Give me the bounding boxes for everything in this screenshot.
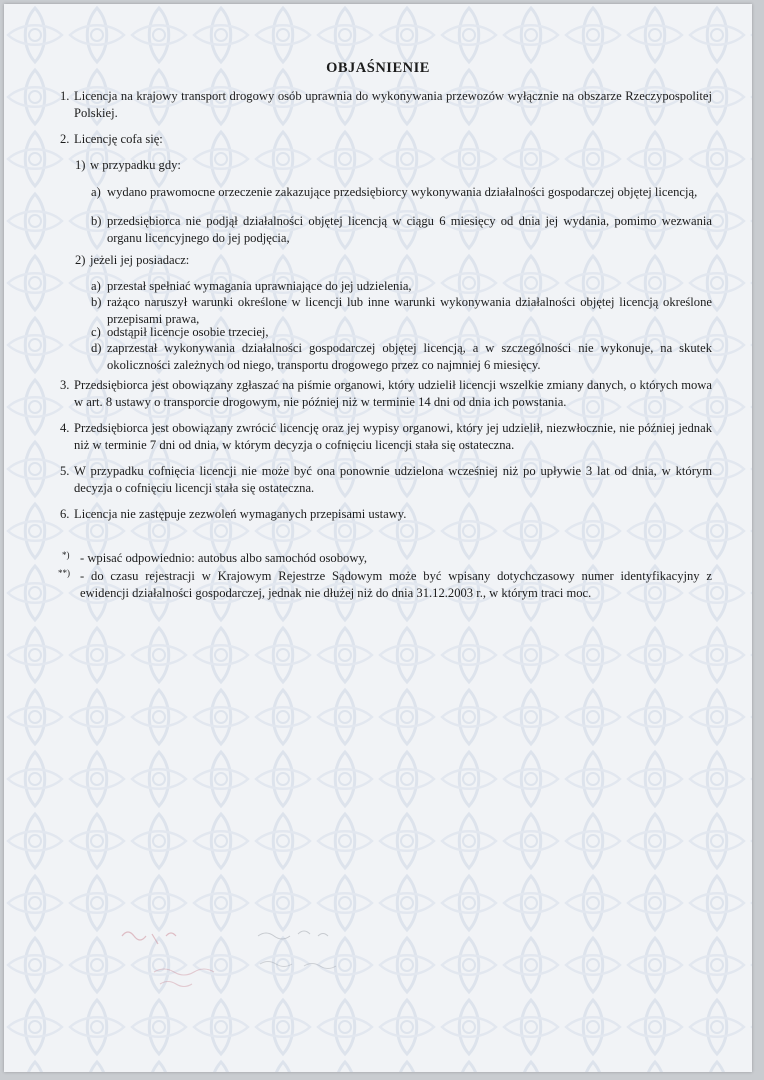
item-number: 3. <box>60 378 70 392</box>
item-6 <box>60 506 712 523</box>
item-number: d) <box>91 341 102 355</box>
footnote-text: - wpisać odpowiednio: autobus albo samochód osobowy, <box>80 551 368 565</box>
item-2 <box>60 131 712 148</box>
item-number: b) <box>91 295 102 309</box>
footnote-mark: *) <box>62 550 70 560</box>
item-text: wydano prawomocne orzeczenie zakazujące przedsiębiorcy wykonywania działalności gospodarczej objętej licencją, <box>107 185 698 199</box>
item-text: zaprzestał wykonywania działalności gospodarczej objętej licencją, a w szczególności nie wykonuje, na skutek okoliczności zależnych od niego, transportu drogowego przez co najmniej 6 miesięcy. <box>107 341 712 372</box>
item-text: Przedsiębiorca jest obowiązany zwrócić licencję oraz jej wypisy organowi, który jej udzielił, niezwłocznie, nie później jednak niż w terminie 7 dni od dnia, w którym decyzja o cofnięciu licencji stała się ostateczna. <box>74 421 712 452</box>
footnote-2 <box>60 568 712 602</box>
footnote-1 <box>60 550 712 567</box>
item-number: c) <box>91 325 101 339</box>
item-2-2-a <box>91 278 712 295</box>
item-text: Licencję cofa się: <box>74 132 163 146</box>
item-number: 2) <box>75 253 86 267</box>
item-text: Przedsiębiorca jest obowiązany zgłaszać na piśmie organowi, który udzielił licencji wszelkie zmiany danych, o których mowa w art. 8 ustawy o transporcie drogowym, nie później niż w terminie 14 dni od dnia ich powstania. <box>74 378 712 409</box>
item-1 <box>60 88 712 122</box>
item-number: 1) <box>75 158 86 172</box>
item-number: 5. <box>60 464 70 478</box>
item-2-1-b <box>91 213 712 247</box>
item-text: Licencja nie zastępuje zezwoleń wymaganych przepisami ustawy. <box>74 507 407 521</box>
item-text: przedsiębiorca nie podjął działalności objętej licencją w ciągu 6 miesięcy od dnia jej wydania, pomimo wezwania organu licencyjnego do jej podjęcia, <box>107 214 712 245</box>
item-number: 4. <box>60 421 70 435</box>
item-2-2-d <box>91 340 712 374</box>
item-number: b) <box>91 214 102 228</box>
footnote-text: - do czasu rejestracji w Krajowym Rejestrze Sądowym może być wpisany dotychczasowy numer identyfikacyjny z ewidencji działalności gospodarczej, jednak nie dłużej niż do dnia 31.12.2003 r., w którym traci moc. <box>80 569 712 600</box>
item-text: przestał spełniać wymagania uprawniające do jej udzielenia, <box>107 279 412 293</box>
item-number: 6. <box>60 507 70 521</box>
faint-pencil-marks <box>254 924 394 994</box>
item-text: w przypadku gdy: <box>90 158 181 172</box>
item-3 <box>60 377 712 411</box>
item-text: rażąco naruszył warunki określone w licencji lub inne warunki wykonywania działalności objętej licencją określone przepisami prawa, <box>107 295 712 326</box>
item-5 <box>60 463 712 497</box>
item-number: 1. <box>60 89 70 103</box>
item-2-1 <box>75 157 475 174</box>
item-text: Licencja na krajowy transport drogowy osób uprawnia do wykonywania przewozów wyłącznie na obszarze Rzeczypospolitej Polskiej. <box>74 89 712 120</box>
item-2-2 <box>75 252 475 269</box>
footnote-mark: **) <box>58 568 70 578</box>
item-number: a) <box>91 185 101 199</box>
document-sheet <box>4 4 752 1072</box>
item-4 <box>60 420 712 454</box>
item-2-2-b <box>91 294 712 328</box>
item-text: odstąpił licencje osobie trzeciej, <box>107 325 269 339</box>
item-number: a) <box>91 279 101 293</box>
item-number: 2. <box>60 132 70 146</box>
item-text: W przypadku cofnięcia licencji nie może być ona ponownie udzielona wcześniej niż po upływie 3 lat od dnia, w którym decyzja o cofnięciu licencji stała się ostateczna. <box>74 464 712 495</box>
item-text: jeżeli jej posiadacz: <box>90 253 190 267</box>
document-title: OBJAŚNIENIE <box>326 60 430 76</box>
item-2-2-c <box>91 324 712 341</box>
